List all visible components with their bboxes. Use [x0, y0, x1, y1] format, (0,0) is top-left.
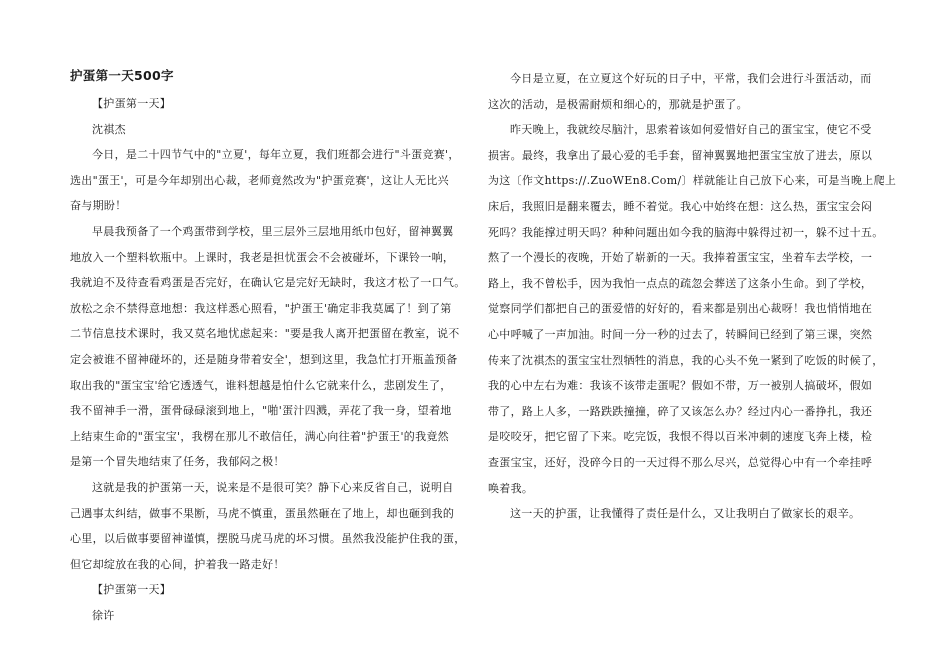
text-line: 放松之余不禁得意地想：我这样悉心照看，"护蛋王'确定非我莫属了！到了第 — [70, 301, 452, 315]
text-line: 定会被谁不留神碰坏的，还是随身带着安全'，想到这里，我急忙打开瓶盖预备 — [70, 352, 458, 366]
section-heading: 【护蛋第一天】 — [92, 583, 172, 597]
text-line: 选出"蛋王'，可是今年却别出心裁，老师竟然改为"护蛋竞赛'，这让人无比兴 — [70, 173, 449, 187]
left-column — [70, 66, 466, 628]
text-line: 这一天的护蛋，让我懂得了责任是什么，又让我明白了做家长的艰辛。 — [510, 507, 861, 521]
text-line: 觉察同学们都把自己的蛋爱惜的好好的，看来都是别出心裁呀！我也悄悄地在 — [488, 302, 873, 316]
text-line: 昨天晚上，我就绞尽脑汁，思索着该如何爱惜好自己的蛋宝宝，使它不受 — [510, 123, 872, 137]
text-line: 但它却绽放在我的心间，护着我一路走好！ — [70, 557, 285, 571]
text-line: 这就是我的护蛋第一天，说来是不是很可笑？静下心来反省自己，说明自 — [92, 480, 454, 494]
text-line: 查蛋宝宝，还好，没碎今日的一天过得不那么尽兴，总觉得心中有一个牵挂呼 — [488, 455, 873, 469]
text-line: 奋与期盼！ — [70, 199, 127, 213]
author-name: 沈祺杰 — [92, 122, 126, 136]
text-line: 二节信息技术课时，我又莫名地忧虑起来："要是我人离开把蛋留在教室，说不 — [70, 327, 460, 341]
text-line: 死吗？我能撑过明天吗？种种问题出如今我的脑海中躲得过初一，躲不过十五。 — [488, 225, 884, 239]
text-line: 地放入一个塑料软瓶中。上课时，我老是担忧蛋会不会被碰坏，下课铃一响， — [70, 250, 455, 264]
text-line: 床后，我照旧是翻来覆去，睡不着觉。我心中始终在想：这么热，蛋宝宝会闷 — [488, 199, 873, 213]
text-line: 为这〔作文https://.ZuoWEn8.Com/〕样就能让自己放下心来，可是当晚上爬上 — [488, 174, 897, 188]
paragraph — [488, 117, 897, 501]
text-line: 是咬咬牙，把它留了下来。吃完饭，我恨不得以百米冲刺的速度飞奔上楼，检 — [488, 430, 873, 444]
paragraph — [70, 475, 466, 577]
text-line: 心里，以后做事要留神谨慎，摆脱马虎马虎的坏习惯。虽然我没能护住我的蛋， — [70, 532, 466, 546]
text-line: 取出我的"蛋宝宝'给它透透气，谁料想越是怕什么它就来什么，悲剧发生了， — [70, 378, 452, 392]
paragraph — [70, 142, 460, 219]
text-line: 熬了一个漫长的夜晚，开始了崭新的一天。我捧着蛋宝宝，坐着车去学校，一 — [488, 251, 873, 265]
paragraph — [70, 219, 466, 475]
text-line: 我不留神手一滑，蛋骨碌碌滚到地上，"啪'蛋汁四溅，弄花了我一身，望着地 — [70, 404, 452, 418]
text-line: 这次的活动，是极需耐烦和细心的，那就是护蛋了。 — [488, 97, 748, 111]
text-line: 今日是立夏，在立夏这个好玩的日子中，平常，我们会进行斗蛋活动，而 — [510, 72, 872, 85]
text-line: 损害。最终，我拿出了最心爱的毛手套，留神翼翼地把蛋宝宝放了进去，原以 — [488, 148, 873, 162]
text-line: 我的心中左右为难：我该不该带走蛋呢？假如不带，万一被别人搞破坏，假如 — [488, 379, 873, 393]
text-line: 今日，是二十四节气中的"立夏'，每年立夏，我们班都会进行"斗蛋竞赛'， — [92, 148, 460, 162]
text-line: 路上，我不曾松手，因为我怕一点点的疏忽会葬送了这条小生命。到了学校， — [488, 276, 873, 290]
text-line: 上结束生命的"蛋宝宝'，我楞在那儿不敢信任，满心向往着"护蛋王'的我竟然 — [70, 429, 449, 443]
text-line: 心中呼喊了一声加油。时间一分一秒的过去了，转瞬间已经到了第三课，突然 — [488, 327, 873, 341]
paragraph — [488, 66, 880, 117]
paragraph — [488, 501, 880, 527]
text-line: 我就迫不及待查看鸡蛋是否完好，在确认它是完好无缺时，我这才松了一口气。 — [70, 276, 466, 290]
text-line: 传来了沈祺杰的蛋宝宝壮烈牺牲的消息，我的心头不免一紧到了吃饭的时候了， — [488, 353, 884, 367]
section-heading: 【护蛋第一天】 — [92, 97, 172, 110]
text-line: 己遇事太纠结，做事不果断，马虎不慎重，蛋虽然砸在了地上，却也砸到我的 — [70, 506, 455, 520]
text-line: 早晨我预备了一个鸡蛋带到学校，里三层外三层地用纸巾包好，留神翼翼 — [92, 224, 454, 238]
document-title: 护蛋第一天500字 — [70, 68, 174, 83]
text-line: 唤着我。 — [488, 481, 534, 495]
text-line: 是第一个冒失地结束了任务，我郁闷之极！ — [70, 455, 285, 469]
author-name: 徐许 — [92, 608, 115, 622]
text-line: 带了，路上人多，一路跌跌撞撞，碎了又该怎么办？经过内心一番挣扎，我还 — [488, 404, 873, 418]
right-column — [488, 66, 897, 527]
